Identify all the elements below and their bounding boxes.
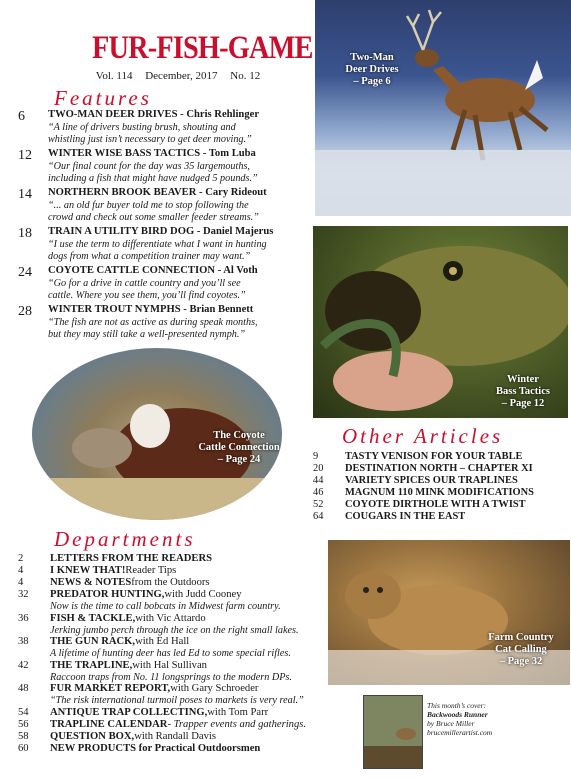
- feature-author: - Chris Rehlinger: [180, 109, 260, 120]
- department-quote: “The risk international turmoil poses to markets is very real.”: [50, 695, 304, 706]
- bass-photo: [313, 226, 568, 418]
- deer-caption: [327, 52, 417, 88]
- department-subtitle: - Trapper events and gatherings.: [167, 718, 307, 730]
- article-title: COUGARS IN THE EAST: [345, 511, 466, 522]
- caption-line: Bass Tactics: [496, 386, 550, 397]
- department-subtitle: with Gary Schroeder: [170, 683, 259, 694]
- feature-author: - Cary Rideout: [199, 187, 267, 198]
- department-title: TRAPLINE CALENDAR: [50, 718, 168, 730]
- bobcat-caption: [476, 632, 566, 668]
- department-item[interactable]: [18, 613, 328, 625]
- department-title: NEW PRODUCTS for Practical Outdoorsmen: [50, 742, 261, 754]
- issue-info: [78, 70, 278, 82]
- department-item[interactable]: [18, 636, 328, 648]
- department-title: LETTERS FROM THE READERS: [50, 553, 212, 564]
- department-page: 42: [18, 659, 29, 671]
- feature-author: - Brian Bennett: [183, 304, 254, 315]
- feature-quote: “A line of drivers busting brush, shouting and: [48, 122, 236, 133]
- department-quote: Jerking jumbo perch through the ice on the right small lakes.: [50, 624, 299, 636]
- feature-title: COYOTE CATTLE CONNECTION: [48, 265, 215, 276]
- department-subtitle: with Randall Davis: [134, 730, 216, 742]
- caption-line: – Page 32: [499, 656, 543, 667]
- article-page: 44: [313, 475, 324, 486]
- feature-page: 6: [18, 109, 25, 124]
- department-item[interactable]: [18, 743, 328, 755]
- feature-item[interactable]: [18, 147, 308, 184]
- cover-note-label: This month’s cover:: [427, 701, 487, 710]
- feature-quote: “The fish are not as active as during speak months,: [48, 317, 258, 328]
- department-item[interactable]: [18, 719, 328, 731]
- cover-thumbnail: [363, 695, 423, 769]
- caption-line: Cattle Connection: [198, 442, 280, 453]
- department-item[interactable]: [18, 553, 328, 565]
- department-page: 32: [18, 589, 29, 600]
- other-article-item[interactable]: [313, 451, 563, 463]
- department-subtitle: with Ed Hall: [135, 636, 190, 647]
- article-page: 20: [313, 463, 324, 474]
- feature-item[interactable]: [18, 108, 308, 145]
- cover-illustration: [364, 696, 423, 769]
- department-item[interactable]: [18, 660, 328, 672]
- department-item[interactable]: [18, 589, 328, 601]
- department-subtitle: Reader Tips: [125, 565, 177, 576]
- issue-number: No. 12: [230, 70, 261, 82]
- cover-artist: by Bruce Miller: [427, 719, 475, 728]
- department-quote: A lifetime of hunting deer has led Ed to some special rifles.: [50, 648, 291, 659]
- other-articles-heading: Other Articles: [342, 424, 504, 448]
- department-page: 60: [18, 742, 29, 754]
- caption-line: – Page 6: [353, 76, 391, 87]
- magazine-logo: FUR-FISH-GAME: [92, 30, 313, 66]
- department-title: PREDATOR HUNTING,: [50, 589, 165, 600]
- department-page: 4: [18, 565, 24, 576]
- department-item[interactable]: [18, 731, 328, 743]
- department-quote: Now is the time to call bobcats in Midwest farm country.: [50, 601, 281, 612]
- caption-line: Deer Drives: [345, 64, 399, 75]
- feature-title: WINTER TROUT NYMPHS: [48, 304, 181, 315]
- cover-title: Backwoods Runner: [427, 710, 488, 719]
- caption-line: – Page 12: [501, 398, 545, 409]
- feature-quote: cattle. Where you see them, you’ll find coyotes.”: [48, 289, 246, 301]
- departments-heading: Departments: [54, 527, 196, 551]
- feature-quote: but they may still take a well-presented nymph.”: [48, 328, 246, 340]
- feature-item[interactable]: [18, 303, 308, 340]
- department-page: 58: [18, 730, 29, 742]
- department-item[interactable]: [18, 565, 328, 577]
- article-page: 46: [313, 487, 324, 498]
- department-title: FISH & TACKLE,: [50, 612, 136, 624]
- issue-date: December, 2017: [145, 70, 218, 82]
- department-item[interactable]: [18, 683, 328, 695]
- feature-quote: crowd and check out some smaller feeder streams.”: [48, 211, 259, 223]
- department-page: 56: [18, 718, 29, 730]
- feature-page: 28: [18, 304, 32, 319]
- article-title: TASTY VENISON FOR YOUR TABLE: [345, 451, 523, 462]
- feature-title: NORTHERN BROOK BEAVER: [48, 187, 197, 198]
- caption-line: – Page 24: [217, 454, 261, 465]
- feature-author: - Al Voth: [217, 265, 258, 276]
- bobcat-photo: [328, 540, 570, 685]
- article-title: DESTINATION NORTH – CHAPTER XI: [345, 463, 533, 474]
- feature-quote: “... an old fur buyer told me to stop following the: [48, 200, 249, 211]
- other-article-item[interactable]: [313, 463, 563, 475]
- issue-volume: Vol. 114: [95, 70, 133, 82]
- feature-author: - Daniel Majerus: [196, 226, 274, 237]
- department-page: 4: [18, 577, 24, 588]
- department-page: 38: [18, 636, 29, 647]
- feature-quote: “Go for a drive in cattle country and you’ll see: [48, 278, 241, 289]
- caption-line: Two-Man: [350, 52, 394, 63]
- departments-list: [18, 553, 328, 755]
- department-title: NEWS & NOTES: [50, 577, 132, 588]
- department-title: QUESTION BOX,: [50, 730, 135, 742]
- bass-caption: [483, 374, 563, 410]
- article-page: 64: [313, 511, 324, 522]
- other-article-item[interactable]: [313, 487, 563, 499]
- caption-line: Farm Country: [488, 632, 554, 643]
- department-title: ANTIQUE TRAP COLLECTING,: [50, 706, 208, 718]
- feature-page: 24: [18, 265, 32, 280]
- article-page: 52: [313, 499, 324, 510]
- department-page: 36: [18, 612, 29, 624]
- deer-illustration: [315, 0, 571, 216]
- department-subtitle: with Tom Parr: [207, 706, 269, 718]
- feature-quote: dogs from what a competition trainer may want.”: [48, 250, 251, 262]
- feature-page: 12: [18, 148, 32, 163]
- feature-title: WINTER WISE BASS TACTICS: [48, 148, 201, 159]
- department-subtitle: with Judd Cooney: [164, 589, 242, 600]
- cover-note: [427, 701, 492, 737]
- feature-quote: including a fish that might have nudged 5 pounds.”: [48, 172, 258, 184]
- department-item[interactable]: [18, 577, 328, 589]
- caption-line: The Coyote: [213, 430, 265, 441]
- cattle-photo: [32, 348, 282, 520]
- article-title: COYOTE DIRTHOLE WITH A TWIST: [345, 499, 526, 510]
- features-heading: Features: [54, 86, 152, 110]
- article-title: MAGNUM 110 MINK MODIFICATIONS: [345, 487, 534, 498]
- department-title: THE TRAPLINE,: [50, 659, 133, 671]
- other-articles-list: [313, 451, 563, 523]
- feature-quote: “Our final count for the day was 35 largemouths,: [48, 161, 250, 172]
- feature-item[interactable]: [18, 225, 308, 262]
- feature-page: 18: [18, 226, 32, 241]
- feature-quote: “I use the term to differentiate what I want in hunting: [48, 239, 267, 250]
- other-article-item[interactable]: [313, 499, 563, 511]
- cattle-caption: [194, 430, 282, 466]
- other-article-item[interactable]: [313, 511, 563, 523]
- feature-item[interactable]: [18, 264, 308, 301]
- department-subtitle: with Vic Attardo: [135, 612, 206, 624]
- department-title: THE GUN RACK,: [50, 636, 136, 647]
- article-title: VARIETY SPICES OUR TRAPLINES: [345, 475, 518, 486]
- feature-quote: whistling just isn’t necessary to get deer moving.”: [48, 133, 252, 145]
- department-page: 48: [18, 683, 29, 694]
- department-page: 2: [18, 553, 24, 564]
- features-list: [18, 108, 308, 342]
- department-title: I KNEW THAT!: [50, 565, 126, 576]
- department-quote: Raccoon traps from No. 11 longsprings to the modern DPs.: [50, 671, 292, 683]
- feature-author: - Tom Luba: [202, 148, 256, 159]
- caption-line: Cat Calling: [495, 644, 547, 655]
- article-page: 9: [313, 451, 319, 462]
- masthead: [78, 30, 313, 82]
- feature-title: TWO-MAN DEER DRIVES: [48, 109, 178, 120]
- other-article-item[interactable]: [313, 475, 563, 487]
- cover-website: brucemillerartist.com: [427, 728, 493, 737]
- department-subtitle: with Hal Sullivan: [132, 659, 207, 671]
- department-title: FUR MARKET REPORT,: [50, 683, 171, 694]
- department-page: 54: [18, 706, 29, 718]
- deer-photo: [315, 0, 571, 216]
- department-subtitle: from the Outdoors: [131, 577, 210, 588]
- feature-title: TRAIN A UTILITY BIRD DOG: [48, 226, 195, 237]
- caption-line: Winter: [507, 374, 539, 385]
- feature-page: 14: [18, 187, 32, 202]
- feature-item[interactable]: [18, 186, 308, 223]
- department-item[interactable]: [18, 707, 328, 719]
